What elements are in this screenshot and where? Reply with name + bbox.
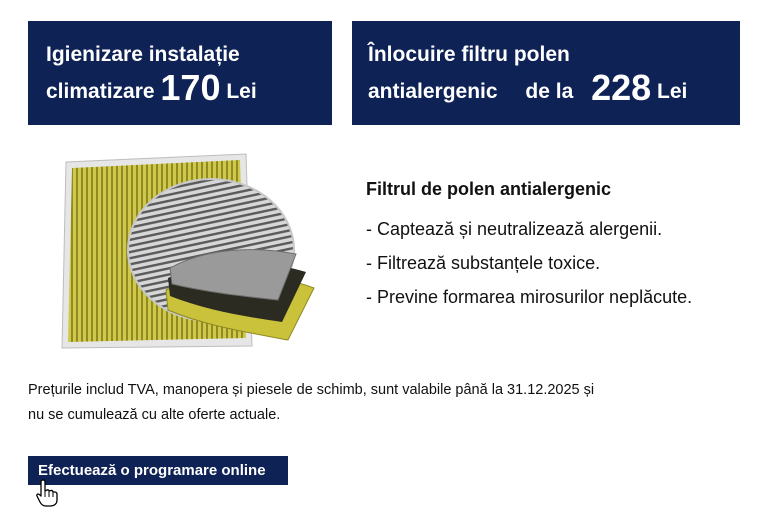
hand-pointer-icon	[34, 478, 60, 508]
cabin-filter-image	[56, 150, 326, 355]
book-online-button[interactable]	[28, 456, 288, 485]
banner-left-title: Igienizare instalație	[46, 43, 240, 66]
features-title: Filtrul de polen antialergenic	[366, 179, 612, 199]
banner-right-currency: Lei	[657, 80, 688, 103]
banner-left-subtitle: climatizare	[46, 80, 155, 103]
feature-item: - Captează și neutralizează alergenii.	[366, 219, 663, 239]
disclaimer-line: Prețurile includ TVA, manopera și piesele de schimb, sunt valabile până la 31.12.2025 și	[28, 382, 595, 398]
banner-right-subtitle: antialergenic	[368, 80, 498, 103]
feature-item: - Previne formarea mirosurilor neplăcute.	[366, 287, 693, 307]
price-banner-filter	[352, 21, 740, 125]
disclaimer-line: nu se cumulează cu alte oferte actuale.	[28, 407, 281, 423]
feature-item: - Filtrează substanțele toxice.	[366, 253, 601, 273]
feature-list	[366, 176, 756, 314]
price-banner-cleaning	[28, 21, 332, 125]
banner-right-price: 228	[591, 67, 652, 108]
banner-left-price: 170	[160, 67, 221, 108]
banner-right-title: Înlocuire filtru polen	[368, 43, 570, 66]
banner-right-from-label: de la	[525, 80, 574, 103]
price-disclaimer	[28, 378, 708, 428]
book-online-label: Efectuează o programare online	[38, 462, 266, 479]
banner-left-currency: Lei	[226, 80, 257, 103]
